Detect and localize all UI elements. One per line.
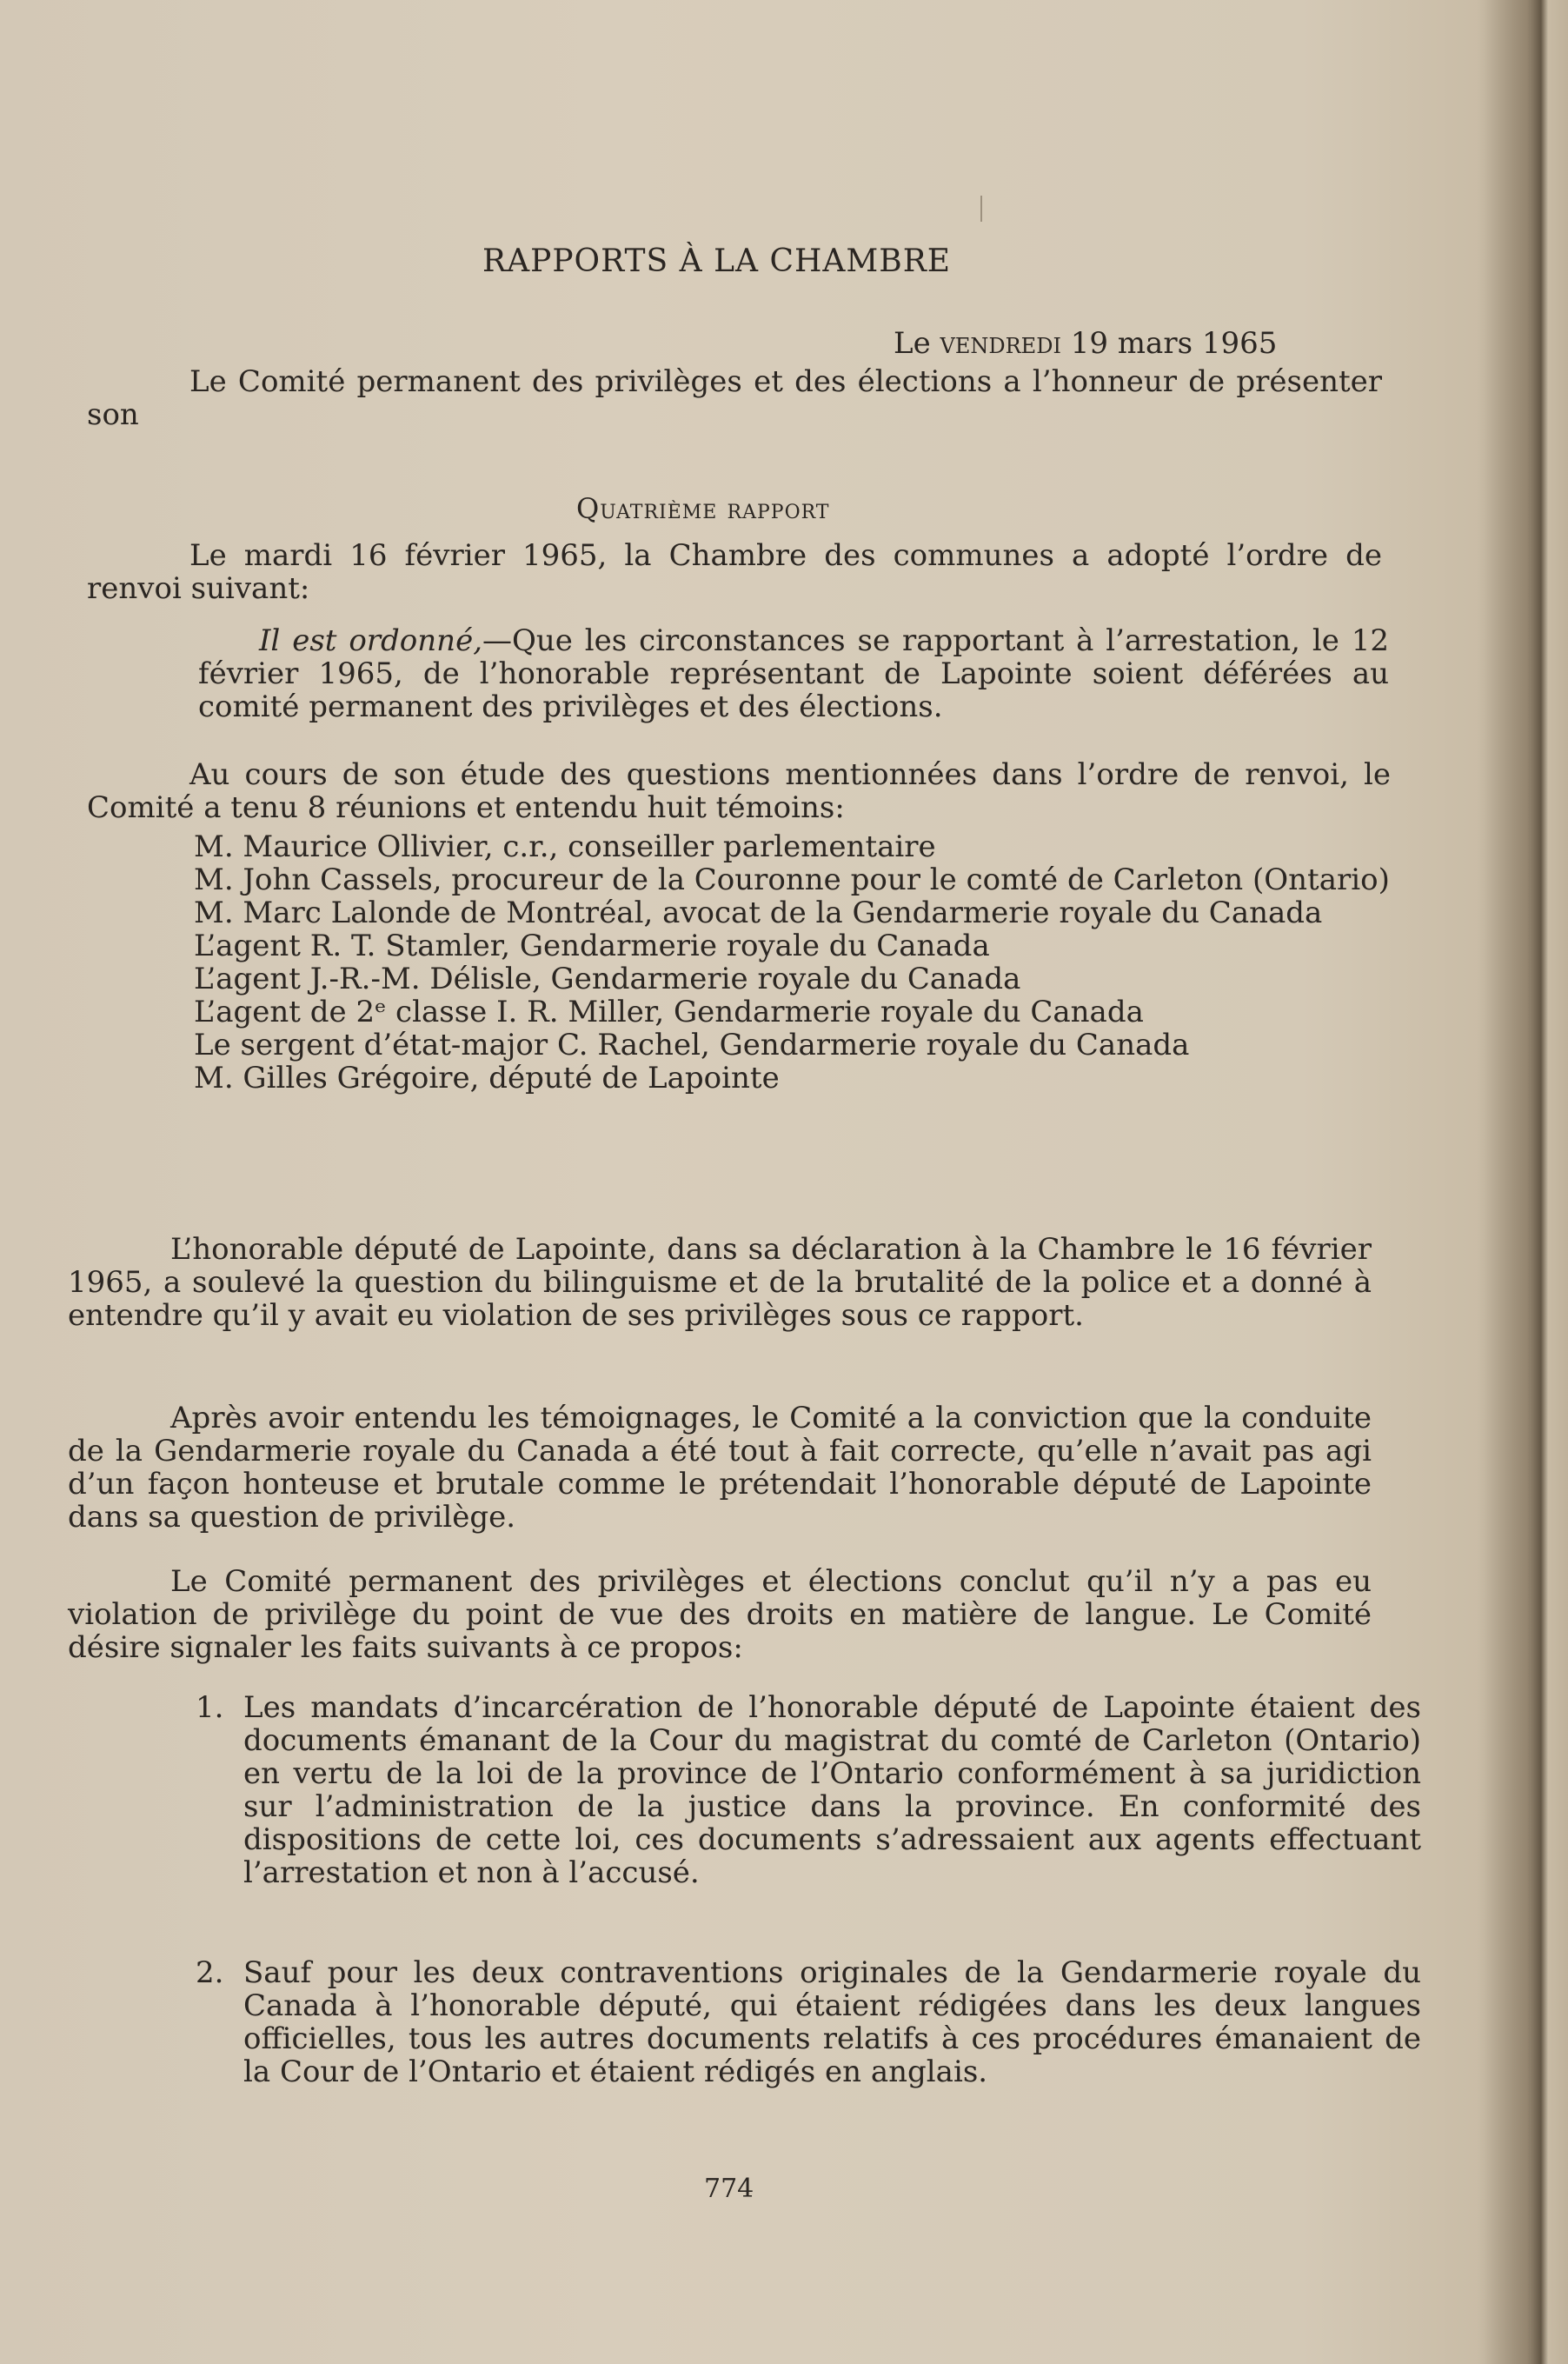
item-text: Sauf pour les deux contraventions originales de la Gendarmerie royale du Canada à l’honorable député, qui étaient rédigées dans les deux langues officielles, tous les autres documents relatifs à ces procédures émanaient de la Cour de l’Ontario et étaient rédigés en anglais.: [243, 1955, 1421, 2089]
intro-text: Le Comité permanent des privilèges et des élections a l’honneur de présenter son: [87, 364, 1382, 432]
witness-item: L’agent J.-R.-M. Délisle, Gendarmerie royale du Canada: [194, 962, 1021, 996]
witness-item: M. John Cassels, procureur de la Couronne pour le comté de Carleton (Ontario): [194, 862, 1390, 897]
paragraph-4: [68, 1402, 1372, 1534]
paragraph-2: [87, 758, 1391, 824]
order-paragraph: [198, 624, 1389, 723]
rapport-heading: Quatrième rapport: [576, 492, 830, 525]
date-day: vendredi: [940, 326, 1061, 361]
paragraph-1-text: Le mardi 16 février 1965, la Chambre des communes a adopté l’ordre de renvoi suivant:: [87, 538, 1382, 606]
paragraph-5-text: Le Comité permanent des privilèges et élections conclut qu’il n’y a pas eu violation de privilège du point de vue des droits en matière de langue. Le Comité désire signaler les faits suivants à ce propos:: [68, 1564, 1372, 1665]
paragraph-5: [68, 1565, 1372, 1664]
paragraph-3-text: L’honorable député de Lapointe, dans sa déclaration à la Chambre le 16 février 1965, a soulevé la question du bilinguisme et de la brutalité de la police et a donné à entendre qu’il y avait eu violation de ses privilèges sous ce rapport.: [68, 1232, 1372, 1333]
witness-item: L’agent R. T. Stamler, Gendarmerie royale du Canada: [194, 929, 990, 963]
paragraph-2-text: Au cours de son étude des questions mentionnées dans l’ordre de renvoi, le Comité a tenu 8 réunions et entendu huit témoins:: [87, 757, 1391, 825]
witness-item: M. Marc Lalonde de Montréal, avocat de la Gendarmerie royale du Canada: [194, 896, 1323, 930]
page-title: RAPPORTS À LA CHAMBRE: [482, 243, 952, 279]
date-rest: 19 mars 1965: [1070, 326, 1278, 361]
item-number: 1.: [196, 1690, 224, 1725]
report-date: [894, 326, 1277, 361]
intro-paragraph: [87, 365, 1382, 431]
item-text: Les mandats d’incarcération de l’honorable député de Lapointe étaient des documents émanant de la Cour du magistrat du comté de Carleton (Ontario) en vertu de la loi de la province de l’Ontario conformément à sa juridiction sur l’administration de la justice dans la province. En conformité des dispositions de cette loi, ces documents s’adressaient aux agents effectuant l’arrestation et non à l’accusé.: [243, 1690, 1421, 1890]
book-gutter: [1478, 0, 1568, 2364]
list-item: [196, 1956, 1421, 2088]
paragraph-3: [68, 1233, 1372, 1332]
print-mark: [980, 196, 982, 222]
paragraph-1: [87, 539, 1382, 605]
list-item: [196, 1691, 1421, 1889]
order-text: [198, 624, 1389, 723]
page-number: 774: [704, 2174, 754, 2204]
witness-item: L’agent de 2ᵉ classe I. R. Miller, Gendarmerie royale du Canada: [194, 995, 1144, 1029]
order-rest: —Que les circonstances se rapportant à l’arrestation, le 12 février 1965, de l’honorable représentant de Lapointe soient déférées au comité permanent des privilèges et des élections.: [198, 623, 1389, 724]
witness-item: Le sergent d’état-major C. Rachel, Gendarmerie royale du Canada: [194, 1028, 1190, 1062]
date-le: Le: [894, 326, 931, 361]
item-number: 2.: [196, 1955, 224, 1990]
witness-item: M. Maurice Ollivier, c.r., conseiller parlementaire: [194, 829, 936, 864]
witness-list: [194, 830, 1463, 1095]
order-italic: Il est ordonné,: [259, 623, 483, 658]
paragraph-4-text: Après avoir entendu les témoignages, le Comité a la conviction que la conduite de la Gendarmerie royale du Canada a été tout à fait correcte, qu’elle n’avait pas agi d’un façon honteuse et brutale comme le prétendait l’honorable député de Lapointe dans sa question de privilège.: [68, 1401, 1372, 1535]
witness-item: M. Gilles Grégoire, député de Lapointe: [194, 1061, 780, 1095]
